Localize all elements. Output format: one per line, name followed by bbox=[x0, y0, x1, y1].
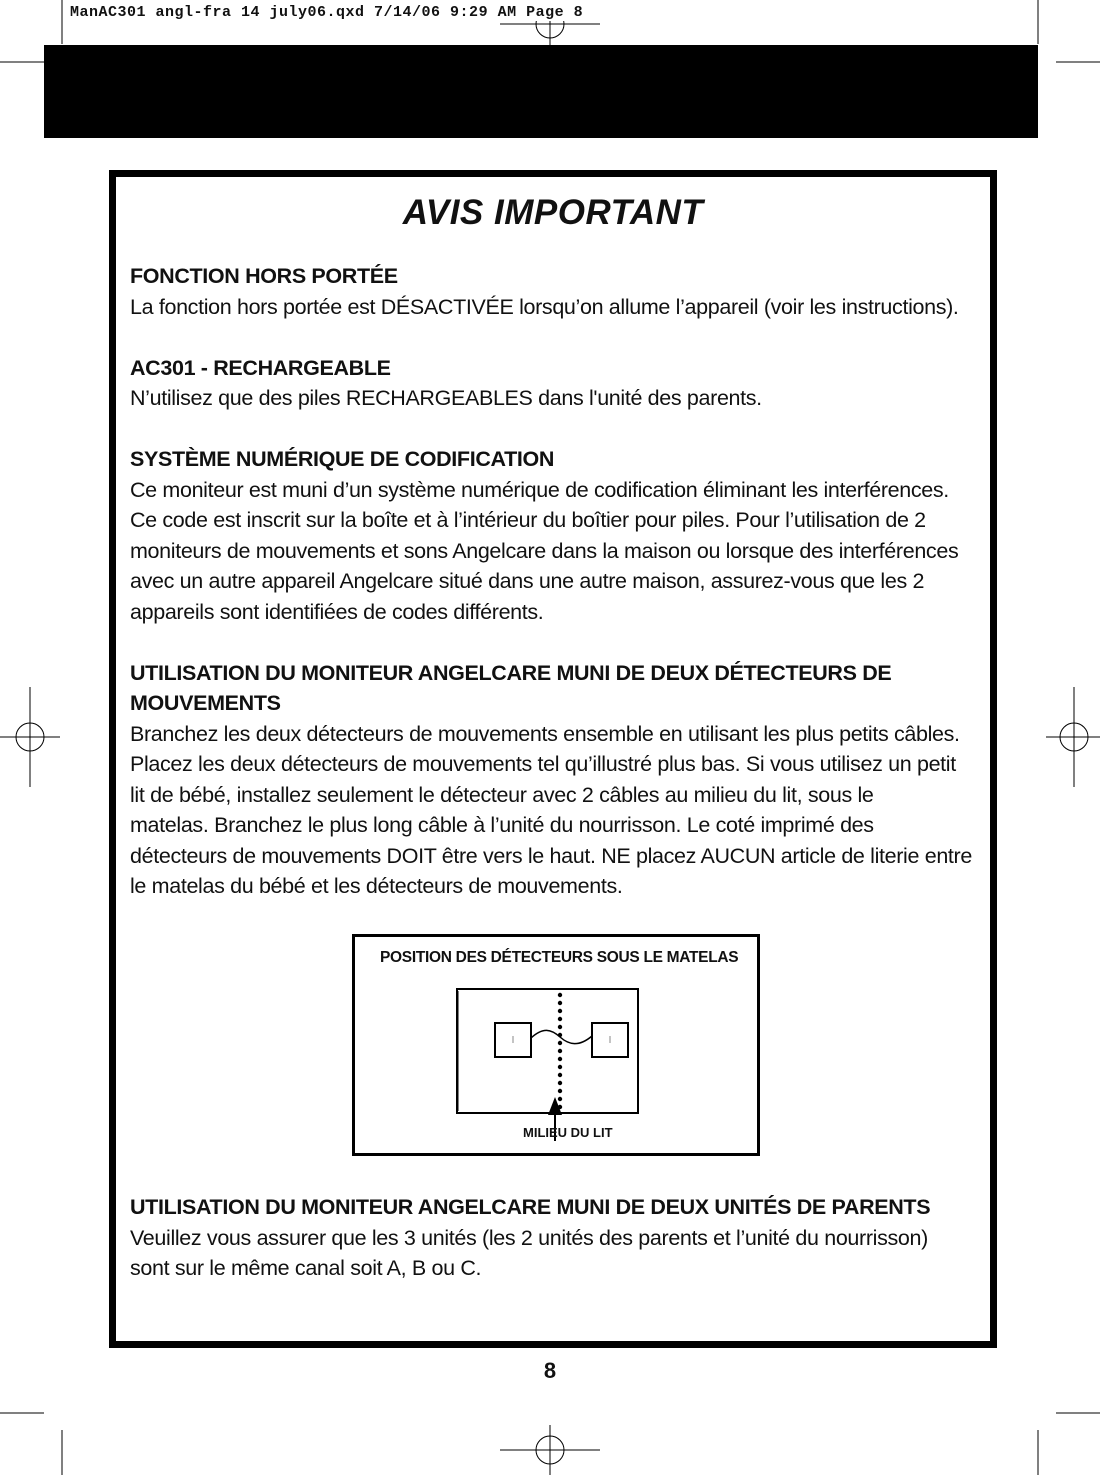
registration-mark-left bbox=[0, 687, 60, 787]
section-heading: UTILISATION DU MONITEUR ANGELCARE MUNI DE DEUX UNITÉS DE PARENTS bbox=[130, 1195, 931, 1219]
bed-center-label: MILIEU DU LIT bbox=[523, 1125, 613, 1140]
section-text: Branchez les deux détecteurs de mouvements ensemble en utilisant les plus petits câbles. Placez les deux détecteurs de mouvements tel qu’illustré plus bas. Si vous utilisez un petit lit de bébé, installez seulement le détecteur avec 2 câbles au milieu du lit, sous le matelas. Branchez le plus long câble à l’unité du nourrisson. Le coté imprimé des détecteurs de mouvements DOIT être vers le haut. NE placez AUCUN article de literie entre le matelas du bébé et les détecteurs de mouvements. bbox=[130, 721, 972, 898]
section-text: Veuillez vous assurer que les 3 unités (les 2 unités des parents et l’unité du nourrisson) sont sur le même canal soit A, B ou C. bbox=[130, 1225, 928, 1280]
section-text: N’utilisez que des piles RECHARGEABLES dans l'unité des parents. bbox=[130, 386, 762, 410]
print-slug-header: ManAC301 angl-fra 14 july06.qxd 7/14/06 9:29 AM Page 8 bbox=[70, 4, 584, 21]
section-text: Ce moniteur est muni d’un système numérique de codification éliminant les interférences. Ce code est inscrit sur la boîte et à l’intérieur du boîtier pour piles. Pour l’utilisation de 2 moniteurs de mouvements et sons Angelcare dans la maison ou lorsque des interférences avec un autre appareil Angelcare situé dans une autre maison, assurez-vous que les 2 appareils sont identifiées de codes différents. bbox=[130, 477, 959, 624]
registration-mark-right bbox=[1046, 687, 1100, 787]
figure-caption: POSITION DES DÉTECTEURS SOUS LE MATELAS bbox=[380, 949, 739, 966]
section-text: La fonction hors portée est DÉSACTIVÉE lorsqu’on allume l’appareil (voir les instructions). bbox=[130, 294, 959, 319]
page-number: 8 bbox=[543, 1358, 557, 1383]
section-heading: FONCTION HORS PORTÉE bbox=[130, 264, 398, 288]
section-heading: UTILISATION DU MONITEUR ANGELCARE MUNI DE DEUX DÉTECTEURS DE MOUVEMENTS bbox=[130, 660, 892, 715]
notice-title: AVIS IMPORTANT bbox=[402, 193, 704, 232]
section-heading: AC301 - RECHARGEABLE bbox=[130, 355, 391, 380]
registration-mark-bottom bbox=[500, 1425, 600, 1475]
section-heading: SYSTÈME NUMÉRIQUE DE CODIFICATION bbox=[130, 447, 555, 471]
